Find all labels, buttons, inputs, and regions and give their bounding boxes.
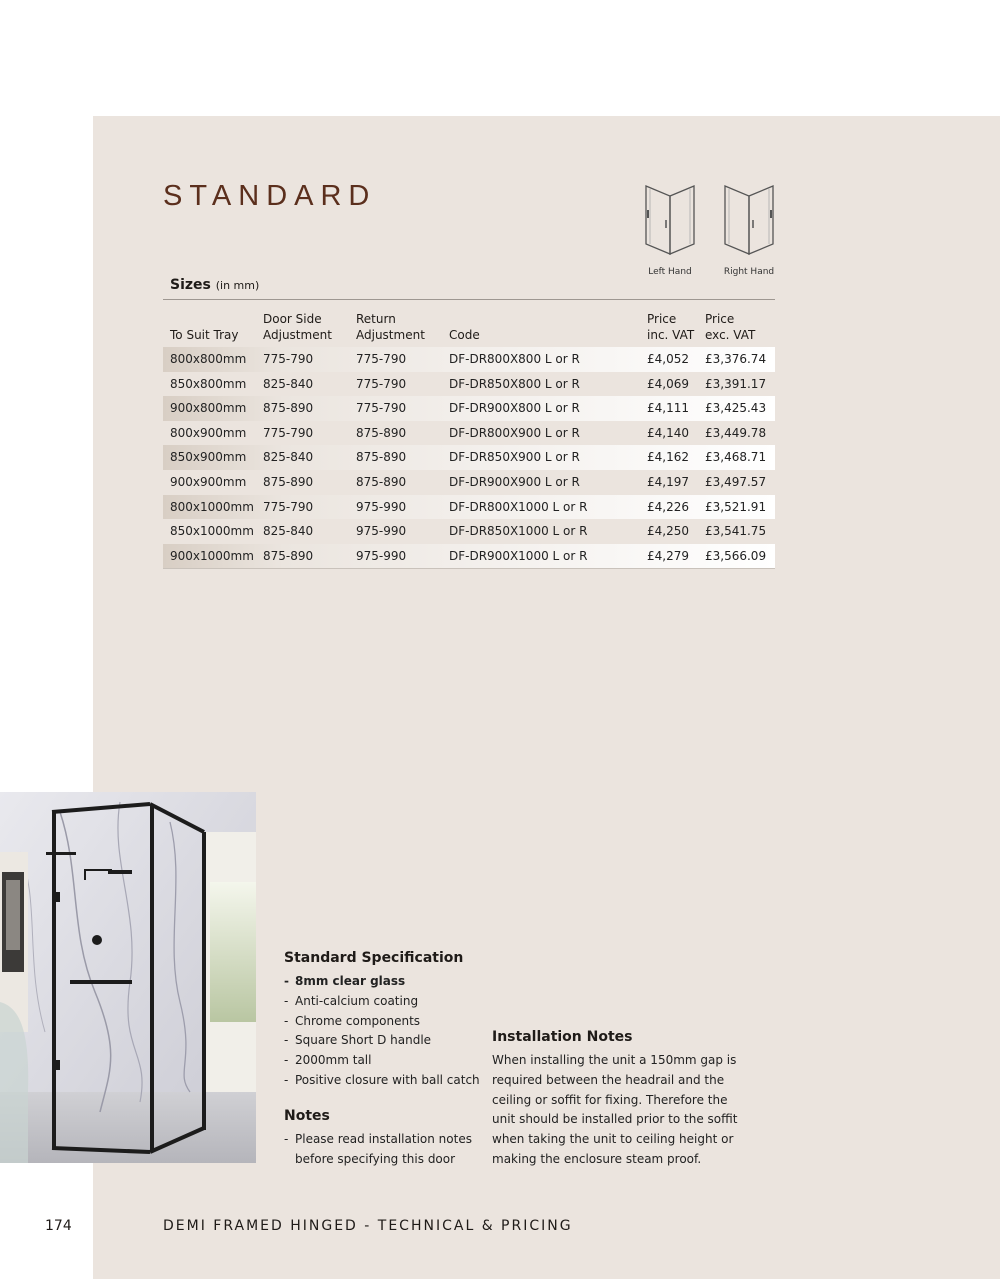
col-header-tray: To Suit Tray (170, 328, 239, 342)
cell-tray: 800x800mm (170, 352, 247, 366)
cell-price-inc: £4,140 (647, 425, 689, 440)
table-bottom-rule (163, 568, 775, 569)
standard-specification (284, 950, 484, 1091)
cell-code: DF-DR800X1000 L or R (449, 499, 588, 514)
cell-code: DF-DR850X900 L or R (449, 450, 580, 465)
cell-door: 775-790 (263, 425, 314, 440)
cell-tray: 850x1000mm (170, 524, 254, 539)
spec-item: - 8mm clear glass (284, 972, 484, 992)
cell-price-exc: £3,566.09 (705, 548, 767, 563)
table-row (163, 470, 775, 495)
cell-tray: 800x1000mm (170, 499, 254, 514)
cell-return: 775-790 (356, 401, 407, 416)
cell-price-inc: £4,069 (647, 376, 689, 391)
product-photo (0, 792, 256, 1163)
cell-tray: 800x900mm (170, 425, 247, 440)
cell-door: 825-840 (263, 524, 314, 539)
notes-section (284, 1108, 484, 1170)
cell-price-inc: £4,197 (647, 474, 689, 489)
cell-code: DF-DR900X800 L or R (449, 401, 580, 416)
pricing-table (163, 347, 775, 569)
left-hand-diagram (644, 184, 696, 277)
page-title: STANDARD (163, 180, 377, 212)
spec-list (284, 972, 484, 1091)
cell-return: 875-890 (356, 450, 407, 465)
cell-door: 875-890 (263, 474, 314, 489)
col-header-code: Code (449, 328, 480, 342)
table-row (163, 445, 775, 470)
cell-price-exc: £3,449.78 (705, 425, 767, 440)
table-row (163, 544, 775, 569)
cell-price-exc: £3,391.17 (705, 376, 767, 391)
cell-return: 775-790 (356, 376, 407, 391)
footer-title: DEMI FRAMED HINGED - TECHNICAL & PRICING (163, 1218, 573, 1234)
cell-return: 775-790 (356, 352, 407, 366)
page-number: 174 (45, 1218, 72, 1234)
cell-price-inc: £4,052 (647, 352, 689, 366)
spec-item: - Square Short D handle (284, 1031, 484, 1051)
cell-code: DF-DR850X1000 L or R (449, 524, 588, 539)
cell-price-exc: £3,376.74 (705, 352, 767, 366)
col-header-price-inc: Price inc. VAT (647, 312, 695, 342)
cell-code: DF-DR900X1000 L or R (449, 548, 588, 563)
sizes-label: Sizes (170, 277, 211, 293)
table-row (163, 519, 775, 544)
spec-item: - 2000mm tall (284, 1051, 484, 1071)
spec-item: - Chrome components (284, 1012, 484, 1032)
right-hand-caption: Right Hand (723, 267, 775, 277)
sizes-heading (170, 277, 259, 293)
cell-door: 775-790 (263, 352, 314, 366)
left-hand-caption: Left Hand (648, 267, 692, 277)
cell-tray: 850x800mm (170, 376, 247, 391)
spec-heading: Standard Specification (284, 950, 464, 966)
cell-return: 975-990 (356, 499, 407, 514)
sizes-unit: (in mm) (215, 279, 260, 292)
cell-price-exc: £3,468.71 (705, 450, 767, 465)
shower-enclosure-image (0, 792, 256, 1163)
table-row (163, 347, 775, 372)
cell-price-inc: £4,111 (647, 401, 689, 416)
cell-tray: 900x800mm (170, 401, 247, 416)
spec-item: - Positive closure with ball catch (284, 1071, 484, 1091)
cell-price-exc: £3,497.57 (705, 474, 767, 489)
cell-tray: 900x1000mm (170, 548, 254, 563)
cell-door: 825-840 (263, 450, 314, 465)
notes-item: - Please read installation notes before specifying this door (284, 1130, 484, 1170)
installation-notes (492, 1029, 754, 1170)
cell-tray: 850x900mm (170, 450, 247, 465)
col-header-price-exc: Price exc. VAT (705, 312, 756, 342)
install-heading: Installation Notes (492, 1029, 633, 1045)
cell-price-inc: £4,250 (647, 524, 689, 539)
notes-heading: Notes (284, 1108, 330, 1124)
cell-price-inc: £4,162 (647, 450, 689, 465)
cell-price-exc: £3,541.75 (705, 524, 767, 539)
cell-code: DF-DR800X900 L or R (449, 425, 580, 440)
cell-price-exc: £3,425.43 (705, 401, 767, 416)
cell-return: 975-990 (356, 548, 407, 563)
notes-list (284, 1130, 484, 1170)
cell-return: 875-890 (356, 474, 407, 489)
col-header-return: Return Adjustment (356, 312, 425, 342)
header-divider (163, 299, 775, 300)
left-hand-enclosure-icon (644, 184, 696, 256)
table-row (163, 421, 775, 446)
cell-door: 775-790 (263, 499, 314, 514)
table-row (163, 372, 775, 397)
cell-return: 875-890 (356, 425, 407, 440)
cell-price-inc: £4,226 (647, 499, 689, 514)
col-header-door-side: Door Side Adjustment (263, 312, 332, 342)
right-hand-enclosure-icon (723, 184, 775, 256)
cell-door: 875-890 (263, 548, 314, 563)
cell-door: 825-840 (263, 376, 314, 391)
cell-price-inc: £4,279 (647, 548, 689, 563)
cell-return: 975-990 (356, 524, 407, 539)
right-hand-diagram (723, 184, 775, 277)
spec-item: - Anti-calcium coating (284, 992, 484, 1012)
table-row (163, 396, 775, 421)
cell-code: DF-DR850X800 L or R (449, 376, 580, 391)
cell-price-exc: £3,521.91 (705, 499, 767, 514)
cell-tray: 900x900mm (170, 474, 247, 489)
install-text: When installing the unit a 150mm gap is required between the headrail and the ceiling or soffit for fixing. Therefore the unit should be installed prior to the soffit when taking the unit to ceiling height or making the enclosure steam proof. (492, 1053, 738, 1166)
cell-code: DF-DR900X900 L or R (449, 474, 580, 489)
cell-code: DF-DR800X800 L or R (449, 352, 580, 366)
table-row (163, 495, 775, 520)
cell-door: 875-890 (263, 401, 314, 416)
